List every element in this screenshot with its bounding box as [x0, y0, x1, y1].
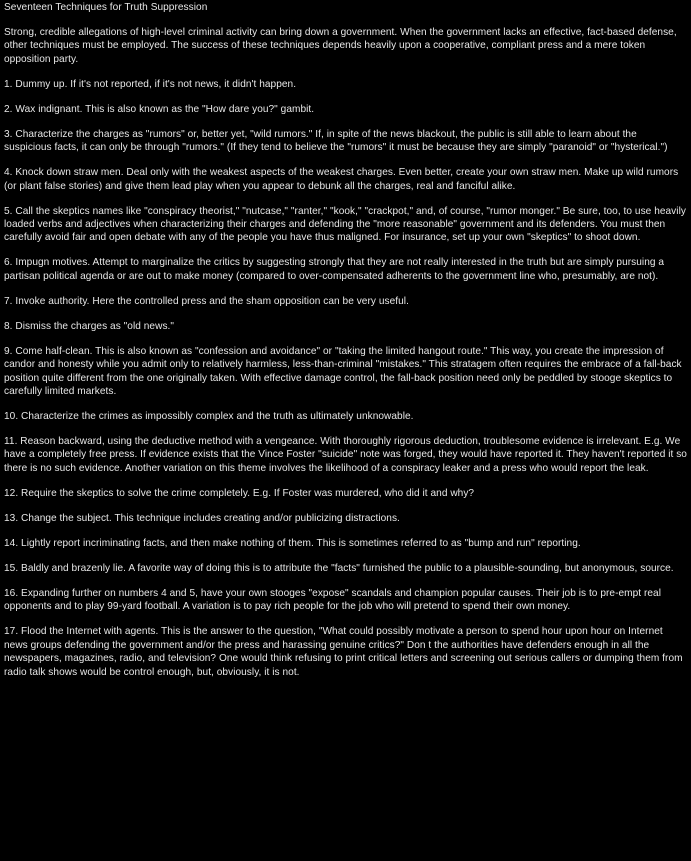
- technique-item-12: 12. Require the skeptics to solve the crime completely. E.g. If Foster was murdered, who did it and why?: [4, 487, 475, 499]
- technique-item-3: 3. Characterize the charges as "rumors" or, better yet, "wild rumors." If, in spite of the news blackout, the public is still able to learn about the suspicious facts, it can only be through "rumors." (If they tend to believe the "rumors" it must be because they are simply "paranoid" or "hysterical."): [4, 128, 668, 154]
- technique-item-2: 2. Wax indignant. This is also known as the "How dare you?" gambit.: [4, 103, 315, 115]
- technique-item-4: 4. Knock down straw men. Deal only with the weakest aspects of the weakest charges. Even better, create your own straw men. Make up wild rumors (or plant false stories) and give them lead play when you appear to debunk all the charges, real and fanciful alike.: [4, 167, 679, 192]
- technique-item-13: 13. Change the subject. This technique includes creating and/or publicizing distractions.: [4, 512, 400, 524]
- technique-item-5: 5. Call the skeptics names like "conspiracy theorist," "nutcase," "ranter," "kook," "crackpot," and, of course, "rumor monger." Be sure, too, to use heavily loaded verbs and adjectives when characterizing their charges and defending the "more reasonable" government and its defenders. You must then carefully avoid fair and open debate with any of the people you have thus maligned. For insurance, set up your own "skeptics" to shoot down.: [4, 205, 686, 244]
- technique-item-8: 8. Dismiss the charges as "old news.": [4, 320, 175, 332]
- technique-item-10: 10. Characterize the crimes as impossibly complex and the truth as ultimately unknowable.: [4, 411, 414, 423]
- technique-item-9: 9. Come half-clean. This is also known as "confession and avoidance" or "taking the limited hangout route." This way, you create the impression of candor and honesty while you admit only to relatively harmless, less-than-criminal "mistakes." This stratagem often requires the embrace of a fall-back position quite different from the one originally taken. With effective damage control, the fall-back position need only be peddled by stooge skeptics to carefully limited markets.: [4, 345, 682, 398]
- technique-item-1: 1. Dummy up. If it's not reported, if it's not news, it didn't happen.: [4, 78, 297, 90]
- technique-item-16: 16. Expanding further on numbers 4 and 5, have your own stooges "expose" scandals and champion popular causes. Their job is to pre-empt real opponents and to play 99-yard football. A variation is to pay rich people for the job who will pretend to spend their own money.: [4, 587, 662, 613]
- technique-item-6: 6. Impugn motives. Attempt to marginalize the critics by suggesting strongly that they are not really interested in the truth but are simply pursuing a partisan political agenda or are out to make money (compared to over-compensated adherents to the government line who, presumably, are not).: [4, 257, 665, 282]
- document-title: Seventeen Techniques for Truth Suppression: [4, 2, 208, 13]
- technique-item-14: 14. Lightly report incriminating facts, and then make nothing of them. This is sometimes referred to as "bump and run" reporting.: [4, 537, 581, 549]
- technique-item-7: 7. Invoke authority. Here the controlled press and the sham opposition can be very useful.: [4, 295, 409, 307]
- intro-paragraph: Strong, credible allegations of high-level criminal activity can bring down a government. When the government lacks an effective, fact-based defense, other techniques must be employed. The success of these techniques depends heavily upon a cooperative, compliant press and a mere token opposition party.: [4, 27, 677, 65]
- technique-item-11: 11. Reason backward, using the deductive method with a vengeance. With thoroughly rigorous deduction, troublesome evidence is irrelevant. E.g. We have a completely free press. If evidence exists that the Vince Foster "suicide" note was forged, they would have reported it. They haven't reported it so there is no such evidence. Another variation on this theme involves the likelihood of a conspiracy leaker and a press who would report the leak.: [4, 436, 687, 474]
- technique-item-15: 15. Baldly and brazenly lie. A favorite way of doing this is to attribute the "facts" furnished the public to a plausible-sounding, but anonymous, source.: [4, 562, 674, 574]
- technique-item-17: 17. Flood the Internet with agents. This is the answer to the question, "What could possibly motivate a person to spend hour upon hour on Internet news groups defending the government and/or the press and harassing genuine critics?" Don t the authorities have defenders enough in all the newspapers, magazines, radio, and television? One would think refusing to print critical letters and screening out serious callers or dumping them from radio talk shows would be control enough, but, obviously, it is not.: [4, 626, 683, 678]
